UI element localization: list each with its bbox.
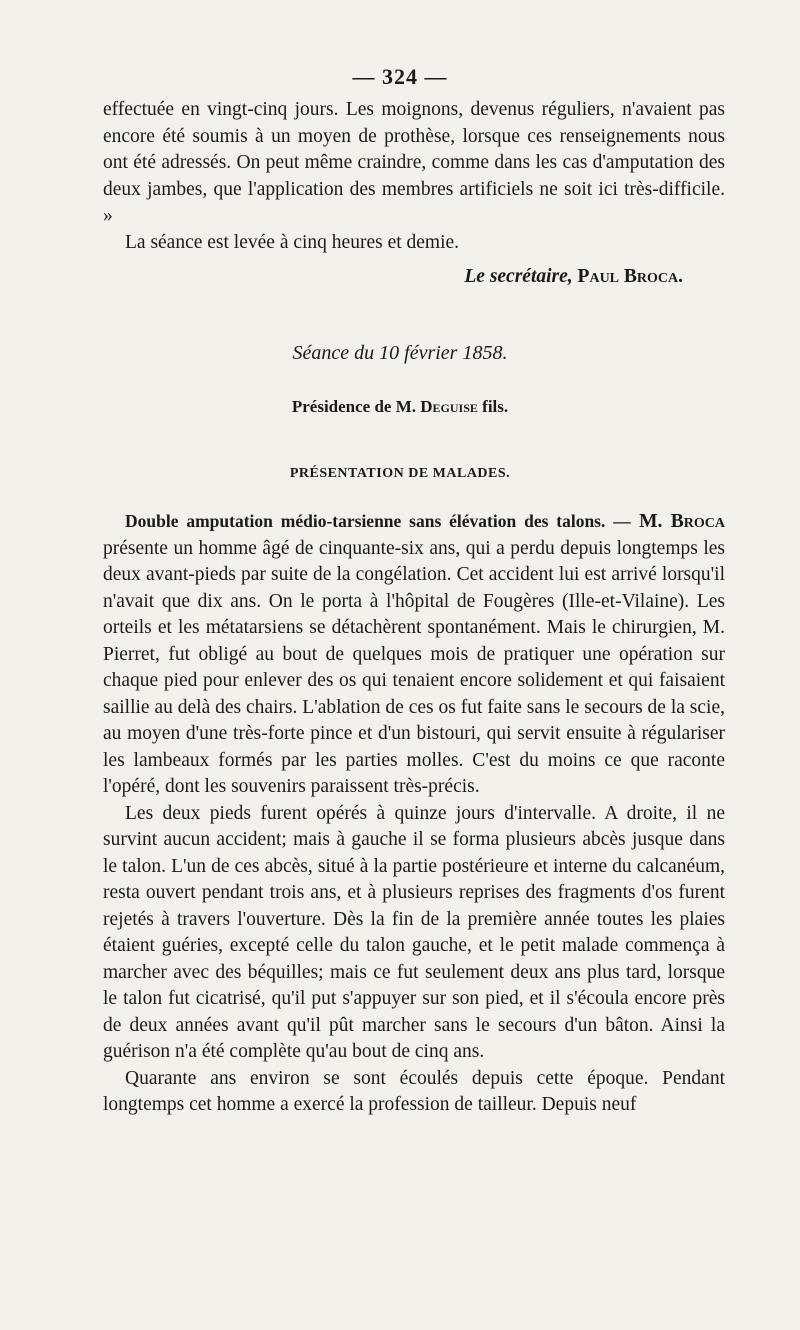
case-first-paragraph-text: présente un homme âgé de cinquante-six ans, qui a perdu depuis longtemps les deux avant-pieds par suite de la congélation. Cet accident lui est arrivé lorsqu'il n'avait que dix ans. On le porta à l'hôpital de Fougères (Ille-et-Vilaine). Les orteils et les métatarsiens se détachèrent spontanément. Mais le chirurgien, M. Pierret, fut obligé au bout de quelques mois de pratiquer une opération sur chaque pied pour enlever des os qui tenaient encore solidement et qui faisaient saillie au delà des chairs. L'ablation de ces os fut faite sans le secours de la scie, au moyen d'une très-forte pince et d'un bistouri, qui servit ensuite à régulariser les lambeaux formés par les parties molles. C'est du moins ce que raconte l'opéré, dont les souvenirs paraissent très-précis.: [103, 537, 725, 797]
secretary-signature: [103, 266, 683, 288]
case-third-paragraph: Quarante ans environ se sont écoulés depuis cette époque. Pendant longtemps cet homme a exercé la profession de tailleur. Depuis neuf: [103, 1067, 725, 1115]
case-first-paragraph: [103, 508, 725, 801]
signature-name: Paul Broca.: [577, 266, 683, 287]
session-heading: Séance du 10 février 1858.: [292, 342, 508, 364]
presidency-prefix: Présidence de M.: [291, 397, 417, 416]
case-second-paragraph: Les deux pieds furent opérés à quinze jours d'intervalle. A droite, il ne survint aucun accident; mais à gauche il se forma plusieurs abcès jusque dans le talon. L'un de ces abcès, situé à la partie postérieure et interne du calcanéum, resta ouvert pendant trois ans, et à plusieurs reprises des fragments d'os furent rejetés à travers l'ouverture. Dès la fin de la première année toutes les plaies étaient guéries, excepté celle du talon gauche, et le petit malade commença à marcher avec des béquilles; mais ce fut seulement deux ans plus tard, lorsque le talon fut cicatrisé, qu'il put s'appuyer sur son pied, et il s'écoula encore près de deux années avant qu'il pût marcher sans le secours d'un bâton. Ainsi la guérison n'a été complète qu'au bout de cinq ans.: [103, 802, 725, 1062]
president-name: Deguise: [420, 397, 478, 416]
presidency-suffix: fils.: [482, 397, 509, 416]
presidency-line: [0, 397, 800, 417]
paragraph-prosthesis: effectuée en vingt-cinq jours. Les moignons, devenus réguliers, n'avaient pas encore été soumis à un moyen de prothèse, lorsque ces renseignements nous ont été adressés. On peut même craindre, comme dans les cas d'amputation des deux jambes, que l'application des membres artificiels ne soit ici très-difficile. »: [103, 99, 725, 226]
section-heading: PRÉSENTATION DE MALADES.: [289, 466, 511, 481]
signature-role: Le secrétaire,: [464, 266, 573, 287]
continued-text-block: [103, 97, 725, 256]
case-title: Double amputation médio-tarsienne sans élévation des talons. —: [125, 511, 631, 531]
paragraph-adjourn: La séance est levée à cinq heures et demie.: [125, 231, 460, 253]
page-number: — 324 —: [352, 64, 448, 89]
case-speaker: M. Broca: [639, 511, 726, 532]
case-report: [103, 508, 725, 1119]
